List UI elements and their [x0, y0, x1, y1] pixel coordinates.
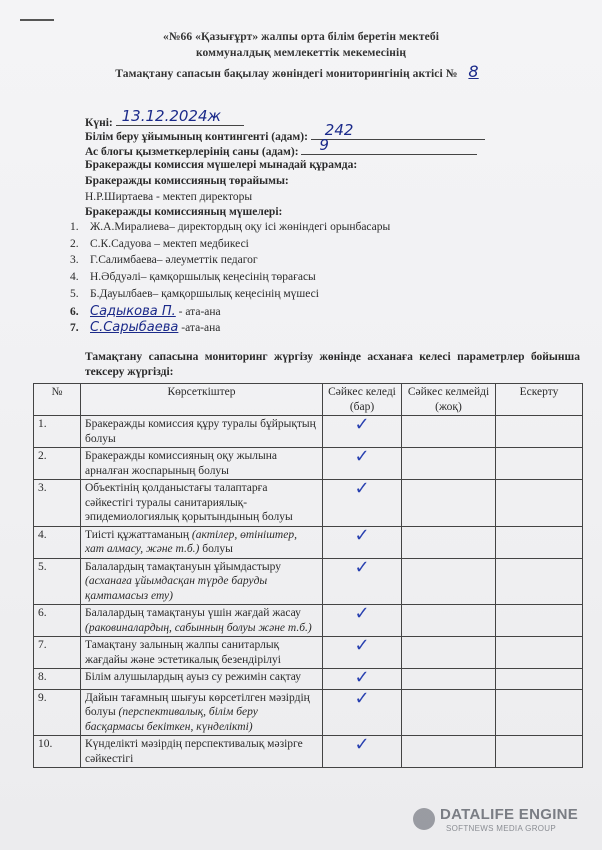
row-note-cell	[496, 558, 583, 605]
table-row	[34, 605, 583, 637]
checkmark-icon: ✓	[354, 446, 370, 467]
row-criterion	[81, 689, 323, 736]
row-no-cell	[402, 605, 496, 637]
row-criterion	[81, 637, 323, 669]
row-no-cell	[402, 689, 496, 736]
row-number: 9.	[34, 689, 81, 736]
top-divider	[20, 19, 54, 21]
header-act-title	[0, 62, 602, 81]
row-yes-cell	[323, 669, 402, 690]
row-no-cell	[402, 637, 496, 669]
row-number: 3.	[34, 480, 81, 527]
criterion-tail: болуы	[199, 543, 233, 555]
row-no-cell	[402, 736, 496, 768]
criterion-text: Білім алушылардың ауыз су режимін сақтау	[85, 671, 302, 683]
criterion-text: Балалардың тамақтануын ұйымдастыру	[85, 560, 281, 573]
member-item: 1. Ж.А.Миралиева– директордың оқу ісі жөніндегі орынбасары	[70, 221, 391, 233]
row-number: 1.	[34, 416, 81, 448]
row-criterion	[81, 605, 323, 637]
checkmark-icon: ✓	[354, 603, 370, 624]
checkmark-icon: ✓	[354, 734, 370, 755]
member-item: 5. Б.Дауылбаев– қамқоршылық кеңесінің мүшесі	[70, 288, 319, 300]
row-criterion	[81, 558, 323, 605]
row-criterion	[81, 669, 323, 690]
criterion-italic: (асханаға ұйымдасқан түрде баруды қамтамасыз ету)	[85, 575, 268, 602]
date-value: 13.12.2024ж	[121, 107, 222, 125]
checkmark-icon: ✓	[354, 478, 370, 499]
row-no-cell	[402, 448, 496, 480]
row-no-cell	[402, 669, 496, 690]
checkmark-icon: ✓	[354, 635, 370, 656]
table-row	[34, 669, 583, 690]
member-item-parent: 6. Садыкова П. - ата-ана	[70, 304, 221, 319]
row-yes-cell	[323, 480, 402, 527]
watermark-subtitle: SOFTNEWS MEDIA GROUP	[446, 824, 557, 833]
parent-signature: Садыкова П.	[90, 304, 176, 319]
checkmark-icon: ✓	[354, 414, 370, 435]
col-header-number: №	[34, 384, 81, 416]
criterion-text: Объектінің қолданыстағы талаптарға сәйкестігі туралы санитариялық-эпидемиологиялық қорытындының болуы	[85, 482, 293, 523]
row-yes-cell	[323, 416, 402, 448]
act-number: 8	[468, 62, 479, 81]
row-criterion	[81, 480, 323, 527]
row-criterion	[81, 448, 323, 480]
row-number: 10.	[34, 736, 81, 768]
criterion-text: Балалардың тамақтануы үшін жағдай жасау	[85, 607, 301, 619]
row-no-cell	[402, 558, 496, 605]
row-number: 2.	[34, 448, 81, 480]
contingent-value: 242	[324, 121, 354, 139]
criterion-text: Дайын тағамның шығуы көрсетілген мәзірдің болуы	[85, 691, 310, 718]
row-note-cell	[496, 669, 583, 690]
table-row	[34, 689, 583, 736]
watermark	[413, 806, 593, 834]
criterion-italic: (перспективалық, білім беру басқармасы бекіткен, күнделікті)	[85, 706, 258, 733]
chair-name: Н.Р.Ширтаева - мектеп директоры	[85, 191, 253, 203]
table-row	[34, 736, 583, 768]
table-row	[34, 416, 583, 448]
row-note-cell	[496, 605, 583, 637]
staff-value: 9	[319, 136, 329, 154]
criterion-text: Тамақтану залының жалпы санитарлық жағдайы және эстетикалық безендірілуі	[85, 639, 281, 666]
member-item: 3. Г.Салимбаева– әлеуметтік педагог	[70, 254, 258, 266]
row-number: 4.	[34, 526, 81, 558]
table-row	[34, 448, 583, 480]
row-number: 5.	[34, 558, 81, 605]
col-header-no: Сәйкес келмейді (жоқ)	[402, 384, 496, 416]
row-note-cell	[496, 637, 583, 669]
table-row	[34, 526, 583, 558]
row-number: 6.	[34, 605, 81, 637]
row-yes-cell	[323, 689, 402, 736]
row-criterion	[81, 736, 323, 768]
row-note-cell	[496, 689, 583, 736]
row-number: 7.	[34, 637, 81, 669]
table-row	[34, 558, 583, 605]
inspection-intro: Тамақтану сапасына мониторинг жүргізу жөнінде асханаға келесі параметрлер бойынша тексеру жүргізді:	[85, 351, 580, 378]
table-row	[34, 480, 583, 527]
header-institution: коммуналдық мемлекеттік мекемесінің	[195, 47, 407, 59]
date-field	[85, 107, 244, 129]
row-note-cell	[496, 480, 583, 527]
criterion-text: Бракеражды комиссия құру туралы бұйрықтың болуы	[85, 418, 316, 445]
col-header-yes: Сәйкес келеді (бар)	[323, 384, 402, 416]
chair-heading: Бракеражды комиссияның төрайымы:	[85, 175, 289, 187]
member-item: 4. Н.Әбдуәлі– қамқоршылық кеңесінің төрағасы	[70, 271, 316, 283]
checkmark-icon: ✓	[354, 524, 370, 546]
datalife-logo-icon	[413, 808, 435, 830]
col-header-note: Ескерту	[496, 384, 583, 416]
checkmark-icon: ✓	[354, 667, 370, 688]
row-note-cell	[496, 448, 583, 480]
row-yes-cell	[323, 637, 402, 669]
parent-signature: С.Сарыбаева	[90, 320, 179, 335]
row-criterion	[81, 526, 323, 558]
criterion-italic: (актілер, өтініштер, хат алмасу, және т.б.)	[85, 528, 297, 555]
criterion-italic: (раковиналардың, сабынның болуы және т.б.)	[85, 621, 312, 634]
col-header-criteria: Көрсеткіштер	[81, 384, 323, 416]
row-no-cell	[402, 416, 496, 448]
row-note-cell	[496, 416, 583, 448]
checkmark-icon: ✓	[354, 556, 370, 578]
act-title-text: Тамақтану сапасын бақылау жөніндегі мониторингінің актісі №	[115, 68, 458, 80]
row-yes-cell	[323, 558, 402, 605]
contingent-label: Білім беру ұйымының контингенті (адам):	[85, 131, 308, 143]
criterion-text: Тиісті құжаттаманың	[85, 528, 192, 541]
table-header-row	[34, 384, 583, 416]
row-no-cell	[402, 480, 496, 527]
criterion-text: Бракеражды комиссияның оқу жылына арналған жоспарының болуы	[85, 450, 278, 477]
criterion-text: Күнделікті мәзірдің перспективалық мәзірге сәйкестігі	[85, 738, 303, 765]
row-yes-cell	[323, 526, 402, 558]
monitoring-table	[33, 383, 583, 768]
watermark-title: DATALIFE ENGINE	[440, 806, 579, 823]
row-yes-cell	[323, 448, 402, 480]
row-note-cell	[496, 526, 583, 558]
table-row	[34, 637, 583, 669]
header-school-name: «№66 «Қазығұрт» жалпы орта білім беретін мектебі	[162, 31, 440, 43]
row-no-cell	[402, 526, 496, 558]
member-item: 2. С.К.Садуова – мектеп медбикесі	[70, 238, 249, 250]
row-note-cell	[496, 736, 583, 768]
checkmark-icon: ✓	[354, 687, 370, 709]
commission-composition: Бракеражды комиссия мүшелері мынадай құрамда:	[85, 159, 358, 171]
row-criterion	[81, 416, 323, 448]
members-heading: Бракеражды комиссияның мүшелері:	[85, 206, 283, 218]
member-item-parent: 7. С.Сарыбаева -ата-ана	[70, 320, 221, 335]
row-yes-cell	[323, 605, 402, 637]
date-label: Күні:	[85, 117, 113, 129]
row-yes-cell	[323, 736, 402, 768]
row-number: 8.	[34, 669, 81, 690]
staff-label: Ас блогы қызметкерлерінің саны (адам):	[85, 146, 299, 158]
